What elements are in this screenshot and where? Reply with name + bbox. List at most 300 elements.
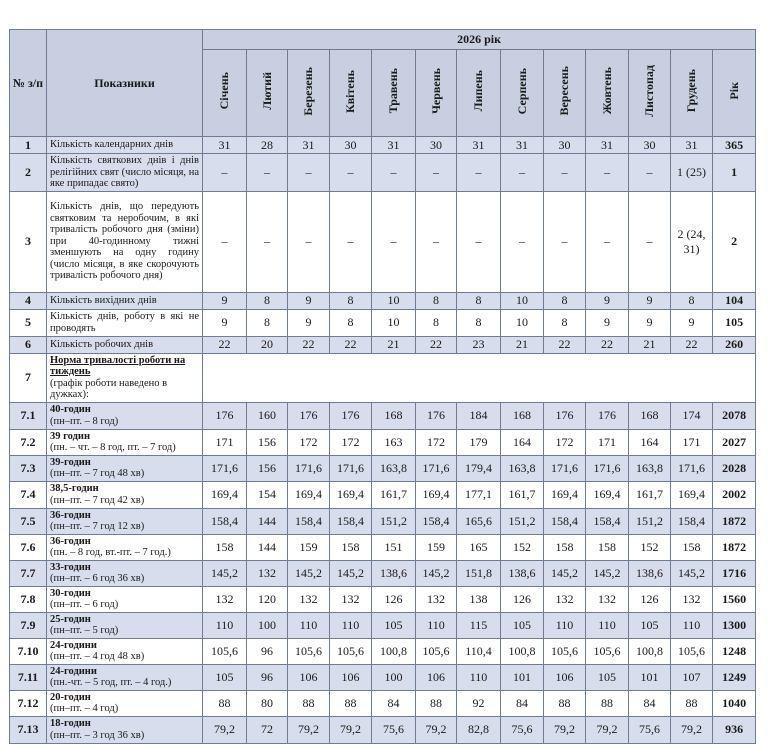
month-value: 30 xyxy=(629,137,671,154)
month-value: – xyxy=(330,191,372,292)
month-value: 171,6 xyxy=(288,455,330,481)
month-value: 88 xyxy=(203,690,247,716)
table-row xyxy=(10,353,756,402)
month-value: 120 xyxy=(247,586,288,612)
month-value: 8 xyxy=(330,292,372,309)
indicator-cell xyxy=(47,508,203,534)
month-value: 138,6 xyxy=(501,560,544,586)
table-row xyxy=(10,402,756,429)
month-value: 110 xyxy=(586,612,629,638)
month-value: 101 xyxy=(501,664,544,690)
month-header xyxy=(501,50,544,137)
month-value: 138,6 xyxy=(629,560,671,586)
month-value: 126 xyxy=(501,586,544,612)
indicator-text: (пн. – чт. – 8 год, пт. – 7 год) xyxy=(50,442,176,453)
month-value: 156 xyxy=(247,455,288,481)
month-value: 158,4 xyxy=(586,508,629,534)
indicator-text: 38,5-годин xyxy=(50,483,99,494)
month-value: 158 xyxy=(330,534,372,560)
month-header xyxy=(457,50,501,137)
month-value: 158,4 xyxy=(203,508,247,534)
month-value: 106 xyxy=(288,664,330,690)
month-value: 171,6 xyxy=(203,455,247,481)
month-value: 132 xyxy=(586,586,629,612)
month-value: 145,2 xyxy=(671,560,713,586)
indicator-text: Норма тривалості роботи на тиждень xyxy=(50,354,186,377)
month-value: 132 xyxy=(203,586,247,612)
row-number: 7.3 xyxy=(10,455,47,481)
month-value: 172 xyxy=(544,429,586,455)
month-value: 160 xyxy=(247,402,288,429)
month-header xyxy=(288,50,330,137)
month-value: – xyxy=(629,191,671,292)
month-value: 79,2 xyxy=(586,716,629,743)
month-value: 110 xyxy=(288,612,330,638)
month-value: 171,6 xyxy=(544,455,586,481)
year-total-value: 2027 xyxy=(713,429,756,455)
indicator-cell xyxy=(47,137,203,154)
num-column-header: № з/п xyxy=(10,30,47,137)
month-value: 8 xyxy=(416,309,457,336)
month-value: 156 xyxy=(247,429,288,455)
month-label: Лютий xyxy=(259,72,274,110)
row-number: 2 xyxy=(10,154,47,192)
month-value: 176 xyxy=(330,402,372,429)
table-row xyxy=(10,309,756,336)
table-row xyxy=(10,612,756,638)
month-value: 9 xyxy=(288,292,330,309)
indicator-cell xyxy=(47,191,203,292)
month-value: 106 xyxy=(330,664,372,690)
month-value: 171,6 xyxy=(416,455,457,481)
month-value: 145,2 xyxy=(544,560,586,586)
month-value: 158,4 xyxy=(288,508,330,534)
year-total-value: 2028 xyxy=(713,455,756,481)
table-row xyxy=(10,638,756,664)
indicator-text: (пн.-чт. – 5 год, пт. – 4 год.) xyxy=(50,677,172,688)
indicator-text: 39-годин xyxy=(50,456,91,468)
month-value: 88 xyxy=(544,690,586,716)
month-label: Квітень xyxy=(343,69,357,113)
indicator-text: (пн–пт. – 7 год 42 хв) xyxy=(50,494,145,506)
year-total-value: 1 xyxy=(713,154,756,192)
indicator-cell xyxy=(47,534,203,560)
month-value: 176 xyxy=(586,402,629,429)
month-value: – xyxy=(203,191,247,292)
month-value: 169,4 xyxy=(671,481,713,508)
month-value: 72 xyxy=(247,716,288,743)
month-value: 152 xyxy=(501,534,544,560)
month-value: 171 xyxy=(203,429,247,455)
month-value: 159 xyxy=(288,534,330,560)
indicator-cell xyxy=(47,481,203,508)
indicator-text: (пн–пт. – 6 год 36 хв) xyxy=(50,573,145,584)
year-total-label: Рік xyxy=(726,82,741,100)
month-label: Грудень xyxy=(684,69,698,113)
indicator-text: Кількість вихідних днів xyxy=(50,294,157,306)
month-value: 9 xyxy=(629,309,671,336)
month-value: 138 xyxy=(457,586,501,612)
month-value: 96 xyxy=(247,664,288,690)
indicator-cell xyxy=(47,429,203,455)
month-value: 115 xyxy=(457,612,501,638)
month-label: Травень xyxy=(386,68,400,114)
month-value: 88 xyxy=(416,690,457,716)
table-row xyxy=(10,455,756,481)
month-value: 174 xyxy=(671,402,713,429)
indicator-cell xyxy=(47,560,203,586)
row-number: 5 xyxy=(10,309,47,336)
month-value: 145,2 xyxy=(288,560,330,586)
month-value: 184 xyxy=(457,402,501,429)
indicator-cell xyxy=(47,402,203,429)
month-value: 30 xyxy=(330,137,372,154)
month-value: 96 xyxy=(247,638,288,664)
month-value: 31 xyxy=(372,137,416,154)
year-total-value: 260 xyxy=(713,336,756,353)
month-value: 158,4 xyxy=(330,508,372,534)
month-value: 9 xyxy=(586,292,629,309)
month-value: 75,6 xyxy=(372,716,416,743)
indicator-text: (пн–пт. – 7 год 12 хв) xyxy=(50,521,145,532)
month-value: 8 xyxy=(457,292,501,309)
table-row xyxy=(10,191,756,292)
month-value: 168 xyxy=(629,402,671,429)
month-value: 179,4 xyxy=(457,455,501,481)
work-hours-table xyxy=(9,29,756,744)
month-value: 132 xyxy=(247,560,288,586)
year-total-value: 1872 xyxy=(713,534,756,560)
month-value: 176 xyxy=(203,402,247,429)
year-total-value: 936 xyxy=(713,716,756,743)
month-value: 105 xyxy=(501,612,544,638)
year-total-value: 1560 xyxy=(713,586,756,612)
month-label: Липень xyxy=(471,70,485,112)
month-value: 154 xyxy=(247,481,288,508)
month-value: – xyxy=(629,154,671,192)
indicator-cell xyxy=(47,638,203,664)
indicator-cell xyxy=(47,336,203,353)
month-value: 145,2 xyxy=(330,560,372,586)
month-value: – xyxy=(416,191,457,292)
month-value: 20 xyxy=(247,336,288,353)
month-value: 168 xyxy=(372,402,416,429)
month-value: 172 xyxy=(416,429,457,455)
month-value: 9 xyxy=(203,292,247,309)
month-value: 79,2 xyxy=(330,716,372,743)
month-value: 105,6 xyxy=(330,638,372,664)
table-row xyxy=(10,664,756,690)
indicator-text: Кількість календарних днів xyxy=(50,139,174,151)
month-value: – xyxy=(457,191,501,292)
month-value: 31 xyxy=(288,137,330,154)
year-total-value: 365 xyxy=(713,137,756,154)
month-value: 110 xyxy=(203,612,247,638)
year-total-value: 1300 xyxy=(713,612,756,638)
month-label: Вересень xyxy=(557,66,571,116)
month-value: 79,2 xyxy=(544,716,586,743)
table-body xyxy=(10,137,756,744)
month-value: 31 xyxy=(671,137,713,154)
month-value: 8 xyxy=(544,292,586,309)
indicator-cell xyxy=(47,664,203,690)
table-row xyxy=(10,690,756,716)
month-value: 132 xyxy=(544,586,586,612)
indicator-text: (пн–пт. – 4 год 48 хв) xyxy=(50,651,145,662)
month-label: Березень xyxy=(301,66,315,116)
month-value: 172 xyxy=(330,429,372,455)
month-value: 110 xyxy=(544,612,586,638)
month-value: 169,4 xyxy=(544,481,586,508)
indicator-column-header: Показники xyxy=(47,30,203,137)
month-header xyxy=(629,50,671,137)
year-total-value: 104 xyxy=(713,292,756,309)
month-value: 79,2 xyxy=(203,716,247,743)
month-value: 105 xyxy=(586,664,629,690)
month-value: 88 xyxy=(671,690,713,716)
month-value: 165 xyxy=(457,534,501,560)
month-value: 105,6 xyxy=(203,638,247,664)
month-value: 158 xyxy=(671,534,713,560)
month-value: 158,4 xyxy=(671,508,713,534)
year-total-value: 1249 xyxy=(713,664,756,690)
month-value: 105 xyxy=(203,664,247,690)
month-value: 10 xyxy=(501,309,544,336)
row-number: 3 xyxy=(10,191,47,292)
indicator-text: 36-годин xyxy=(50,509,91,521)
month-value: 144 xyxy=(247,508,288,534)
month-value: 8 xyxy=(544,309,586,336)
month-value: 9 xyxy=(288,309,330,336)
indicator-text: (пн–пт. – 3 год 36 хв) xyxy=(50,729,145,741)
month-value: 9 xyxy=(629,292,671,309)
month-value: 10 xyxy=(372,292,416,309)
month-value: 8 xyxy=(671,292,713,309)
month-label: Листопад xyxy=(642,65,656,117)
month-value: 165,6 xyxy=(457,508,501,534)
month-value: 9 xyxy=(671,309,713,336)
month-value: 158 xyxy=(544,534,586,560)
row-number: 7.1 xyxy=(10,402,47,429)
month-value: 110,4 xyxy=(457,638,501,664)
month-value: 1 (25) xyxy=(671,154,713,192)
month-value: 84 xyxy=(372,690,416,716)
year-total-header xyxy=(713,50,756,137)
month-value: 171 xyxy=(671,429,713,455)
month-value: – xyxy=(586,191,629,292)
month-value: 88 xyxy=(288,690,330,716)
table-row xyxy=(10,481,756,508)
month-value: 126 xyxy=(629,586,671,612)
year-title: 2026 рік xyxy=(203,30,756,50)
month-value: 22 xyxy=(544,336,586,353)
month-value: 159 xyxy=(416,534,457,560)
month-label: Жовтень xyxy=(599,67,614,115)
month-value: 161,7 xyxy=(372,481,416,508)
table-row xyxy=(10,534,756,560)
year-total-value: 1872 xyxy=(713,508,756,534)
month-value: 21 xyxy=(501,336,544,353)
month-value: 105,6 xyxy=(544,638,586,664)
indicator-text: 24-години xyxy=(50,665,97,677)
month-value: 110 xyxy=(457,664,501,690)
month-value: – xyxy=(372,154,416,192)
indicator-text: 36-годин xyxy=(50,535,91,547)
month-value: 100 xyxy=(247,612,288,638)
indicator-text: (пн–пт. – 5 год) xyxy=(50,625,119,636)
month-value: 10 xyxy=(501,292,544,309)
row-number: 7 xyxy=(10,353,47,402)
table-row xyxy=(10,429,756,455)
month-value: 105 xyxy=(372,612,416,638)
month-value: 145,2 xyxy=(203,560,247,586)
month-value: 106 xyxy=(544,664,586,690)
month-value: 82,8 xyxy=(457,716,501,743)
month-value: 79,2 xyxy=(416,716,457,743)
month-value: 79,2 xyxy=(288,716,330,743)
month-value: 22 xyxy=(203,336,247,353)
month-value: 21 xyxy=(372,336,416,353)
month-value: 105,6 xyxy=(586,638,629,664)
month-value: 126 xyxy=(372,586,416,612)
month-value: 145,2 xyxy=(416,560,457,586)
row-number: 1 xyxy=(10,137,47,154)
month-value: 138,6 xyxy=(372,560,416,586)
row-number: 7.10 xyxy=(10,638,47,664)
month-value: 22 xyxy=(416,336,457,353)
month-header xyxy=(544,50,586,137)
month-value: 80 xyxy=(247,690,288,716)
month-header xyxy=(203,50,247,137)
month-value: 177,1 xyxy=(457,481,501,508)
month-value: 164 xyxy=(501,429,544,455)
indicator-text: 40-годин xyxy=(50,404,91,415)
month-value: 22 xyxy=(671,336,713,353)
month-value: 158 xyxy=(586,534,629,560)
month-value: 31 xyxy=(457,137,501,154)
month-value: 8 xyxy=(247,292,288,309)
year-total-value: 1040 xyxy=(713,690,756,716)
month-value: – xyxy=(457,154,501,192)
indicator-text: Кількість днів, що передують святковим та неробочим, в які тривалість робочого дня (зміни) при 40-годинному тижні зменшують на одну годину (число місяця, в яке скорочують тривалість робочого дня) xyxy=(50,201,199,282)
month-value: 132 xyxy=(330,586,372,612)
month-value: 30 xyxy=(416,137,457,154)
month-value: 88 xyxy=(586,690,629,716)
month-value: 21 xyxy=(629,336,671,353)
month-value: 151,2 xyxy=(501,508,544,534)
year-total-value: 1248 xyxy=(713,638,756,664)
month-header xyxy=(671,50,713,137)
month-value: 8 xyxy=(247,309,288,336)
year-total-value: 1716 xyxy=(713,560,756,586)
indicator-text: (пн–пт. – 6 год) xyxy=(50,599,119,610)
table-row xyxy=(10,508,756,534)
month-value: 161,7 xyxy=(629,481,671,508)
indicator-cell xyxy=(47,455,203,481)
month-value: 105,6 xyxy=(416,638,457,664)
month-label: Червень xyxy=(428,68,443,114)
month-value: 151,8 xyxy=(457,560,501,586)
month-value: 151 xyxy=(372,534,416,560)
indicator-cell xyxy=(47,586,203,612)
month-value: 31 xyxy=(501,137,544,154)
section-spacer xyxy=(203,353,756,402)
month-value: 22 xyxy=(330,336,372,353)
indicator-text: 25-годин xyxy=(50,613,91,625)
month-value: 144 xyxy=(247,534,288,560)
row-number: 7.2 xyxy=(10,429,47,455)
month-value: 107 xyxy=(671,664,713,690)
month-value: 132 xyxy=(416,586,457,612)
month-value: 169,4 xyxy=(586,481,629,508)
month-value: 100,8 xyxy=(501,638,544,664)
month-value: 158,4 xyxy=(544,508,586,534)
month-value: 171,6 xyxy=(671,455,713,481)
table-row xyxy=(10,292,756,309)
month-value: – xyxy=(203,154,247,192)
indicator-text: (графік роботи наведено в дужках): xyxy=(50,377,168,400)
indicator-cell xyxy=(47,690,203,716)
month-value: 105 xyxy=(629,612,671,638)
indicator-text: 18-годин xyxy=(50,718,91,729)
row-number: 7.6 xyxy=(10,534,47,560)
month-value: – xyxy=(288,191,330,292)
year-total-value: 105 xyxy=(713,309,756,336)
row-number: 7.9 xyxy=(10,612,47,638)
month-value: 9 xyxy=(586,309,629,336)
indicator-text: (пн. – 8 год, вт.-пт. – 7 год.) xyxy=(50,547,171,558)
row-number: 7.8 xyxy=(10,586,47,612)
month-value: 163,8 xyxy=(629,455,671,481)
month-value: 176 xyxy=(544,402,586,429)
month-value: 163,8 xyxy=(501,455,544,481)
month-value: 161,7 xyxy=(501,481,544,508)
month-value: 171,6 xyxy=(586,455,629,481)
indicator-text: 33-годин xyxy=(50,561,91,573)
month-label: Січень xyxy=(217,72,231,110)
month-value: 164 xyxy=(629,429,671,455)
month-value: – xyxy=(372,191,416,292)
month-value: 8 xyxy=(330,309,372,336)
indicator-cell xyxy=(47,353,203,402)
indicator-cell xyxy=(47,309,203,336)
indicator-cell xyxy=(47,292,203,309)
month-value: 110 xyxy=(416,612,457,638)
month-value: 100 xyxy=(372,664,416,690)
year-total-value: 2002 xyxy=(713,481,756,508)
month-value: 75,6 xyxy=(501,716,544,743)
month-value: – xyxy=(501,154,544,192)
month-value: – xyxy=(247,154,288,192)
month-value: 145,2 xyxy=(586,560,629,586)
month-value: 10 xyxy=(372,309,416,336)
month-value: 163,8 xyxy=(372,455,416,481)
month-value: 171,6 xyxy=(330,455,372,481)
month-value: – xyxy=(247,191,288,292)
month-value: 100,8 xyxy=(629,638,671,664)
month-value: 8 xyxy=(416,292,457,309)
month-value: – xyxy=(586,154,629,192)
indicator-text: Кількість святкових днів і днів релігійних свят (число місяця, на яке припадає свято) xyxy=(50,155,199,189)
month-value: 179 xyxy=(457,429,501,455)
month-value: 176 xyxy=(288,402,330,429)
month-value: 8 xyxy=(457,309,501,336)
row-number: 7.12 xyxy=(10,690,47,716)
month-value: 163 xyxy=(372,429,416,455)
row-number: 7.5 xyxy=(10,508,47,534)
month-value: 28 xyxy=(247,137,288,154)
month-header xyxy=(372,50,416,137)
